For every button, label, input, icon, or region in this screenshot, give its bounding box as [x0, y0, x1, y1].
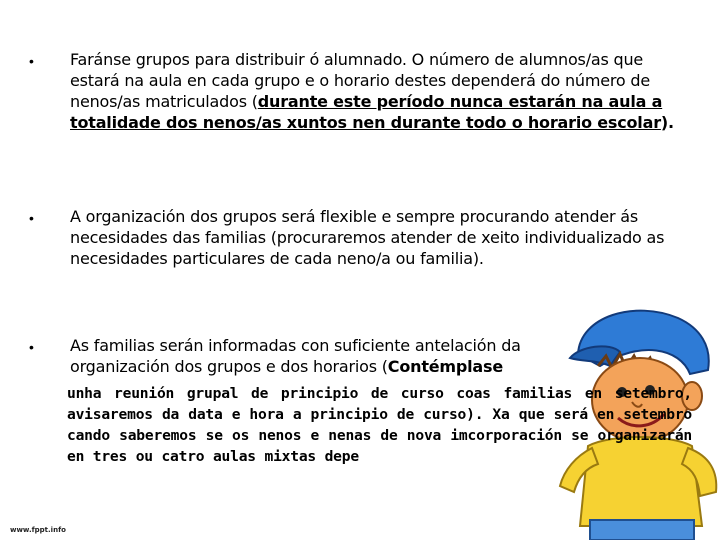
- bullet-3-emphasis: Contémplase: [387, 357, 504, 376]
- bullet-marker: •: [29, 210, 34, 226]
- bullet-3-continuation: unha reunión grupal de principio de curso coas familias en setembro, avisaremos da data e hora a principio de curso). Xa que será en setembro cando saberemos se os nenos e nenas de nova imcorporación se organizarán en tres ou catro aulas mixtas depe: [67, 385, 692, 465]
- bullet-1-emphasis: durante este período nunca estarán na aula a totalidade dos nenos/as xuntos nen durante todo o horario escolar: [70, 92, 663, 132]
- footer-url: www.fppt.info: [10, 526, 66, 534]
- bullet-1-text: [70, 49, 682, 133]
- bullet-marker: •: [29, 53, 34, 69]
- bullet-1-end: ).: [660, 113, 674, 132]
- bullet-1-plain: Faránse grupos para distribuir ó alumnado. O número de alumnos/as que estará na aula en cada grupo e o horario destes dependerá do número de nenos/as matriculados (: [70, 50, 651, 111]
- bullet-3-text: [70, 335, 610, 377]
- bullet-2-text: A organización dos grupos será flexible e sempre procurando atender ás necesidades das familias (procuraremos atender de xeito individualizado as necesidades particulares de cada neno/a ou familia).: [70, 207, 665, 268]
- bullet-3-plain: As familias serán informadas con suficiente antelación da organización dos grupos e dos horarios (: [70, 336, 521, 376]
- bullet-marker: •: [29, 339, 34, 355]
